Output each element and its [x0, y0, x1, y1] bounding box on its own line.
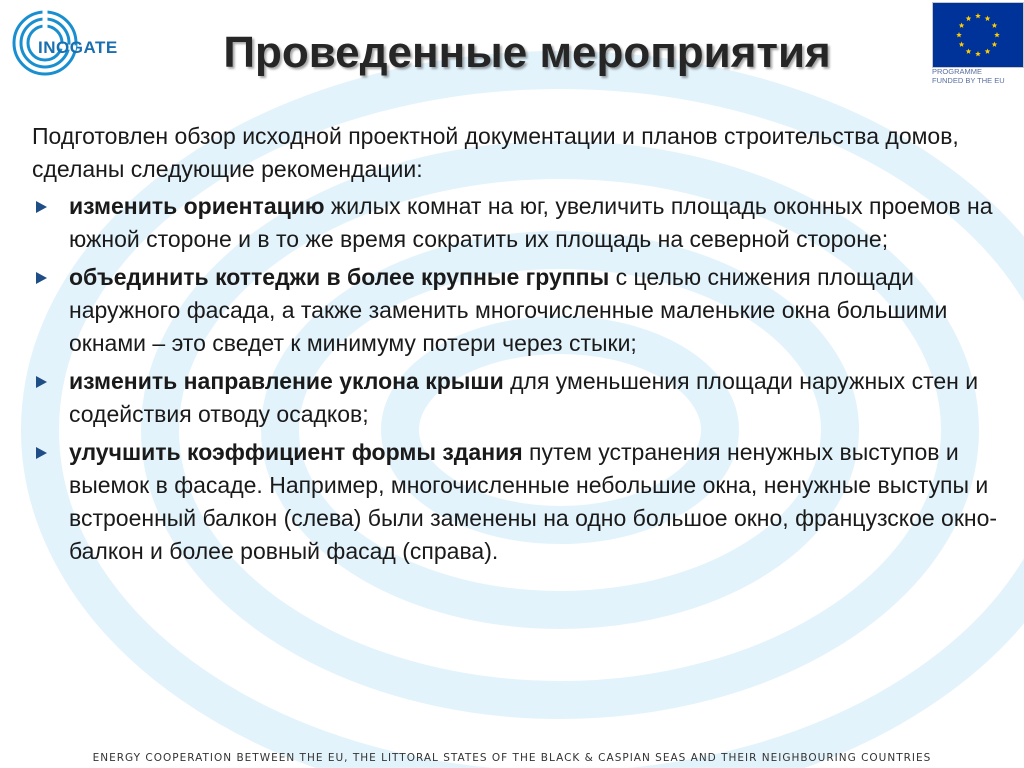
- triangle-bullet-icon: [36, 376, 47, 388]
- triangle-bullet-icon: [36, 272, 47, 284]
- intro-paragraph: Подготовлен обзор исходной проектной документации и планов строительства домов, сделаны следующие рекомендации:: [32, 123, 959, 182]
- eu-star-icon: [975, 13, 981, 18]
- footer-tagline: ENERGY COOPERATION BETWEEN THE EU, THE LITTORAL STATES OF THE BLACK & CASPIAN SEAS AND THEIR NEIGHBOURING COUNTRIES: [92, 752, 932, 764]
- slide-body: [32, 120, 1002, 573]
- list-item-emphasis: изменить направление уклона крыши: [69, 368, 504, 394]
- list-item-text: путем устранения ненужных выступов и выемок в фасаде. Например, многочисленные небольшие окна, ненужные выступы и встроенный балкон (слева) были заменены на одно большое окно, французское окно-балкон и более ровный фасад (справа).: [69, 439, 998, 564]
- triangle-bullet-icon: [36, 201, 47, 213]
- eu-star-icon: [985, 16, 991, 21]
- list-item: [32, 436, 1002, 568]
- list-item-text: жилых комнат на юг, увеличить площадь оконных проемов на южной стороне и в то же время сократить их площадь на северной стороне;: [69, 193, 993, 252]
- list-item-emphasis: изменить ориентацию: [69, 193, 325, 219]
- list-item: [32, 261, 1002, 360]
- list-item: [32, 190, 1002, 256]
- list-item-text: с целью снижения площади наружного фасада, а также заменить многочисленные маленькие окна большими окнами – это сведет к минимуму потери через стыки;: [69, 264, 948, 356]
- eu-star-icon: [966, 16, 972, 21]
- triangle-bullet-icon: [36, 447, 47, 459]
- list-item-text: для уменьшения площади наружных стен и содействия отводу осадков;: [69, 368, 979, 427]
- slide-title: Проведенные мероприятия: [223, 28, 831, 77]
- recommendation-list: [32, 190, 1002, 568]
- list-item-emphasis: улучшить коэффициент формы здания: [69, 439, 523, 465]
- eu-funding-caption: PROGRAMME FUNDED BY THE EU: [932, 67, 1005, 85]
- logo-wordmark: INOGATE: [38, 38, 118, 57]
- list-item-emphasis: объединить коттеджи в более крупные группы: [69, 264, 610, 290]
- list-item: [32, 365, 1002, 431]
